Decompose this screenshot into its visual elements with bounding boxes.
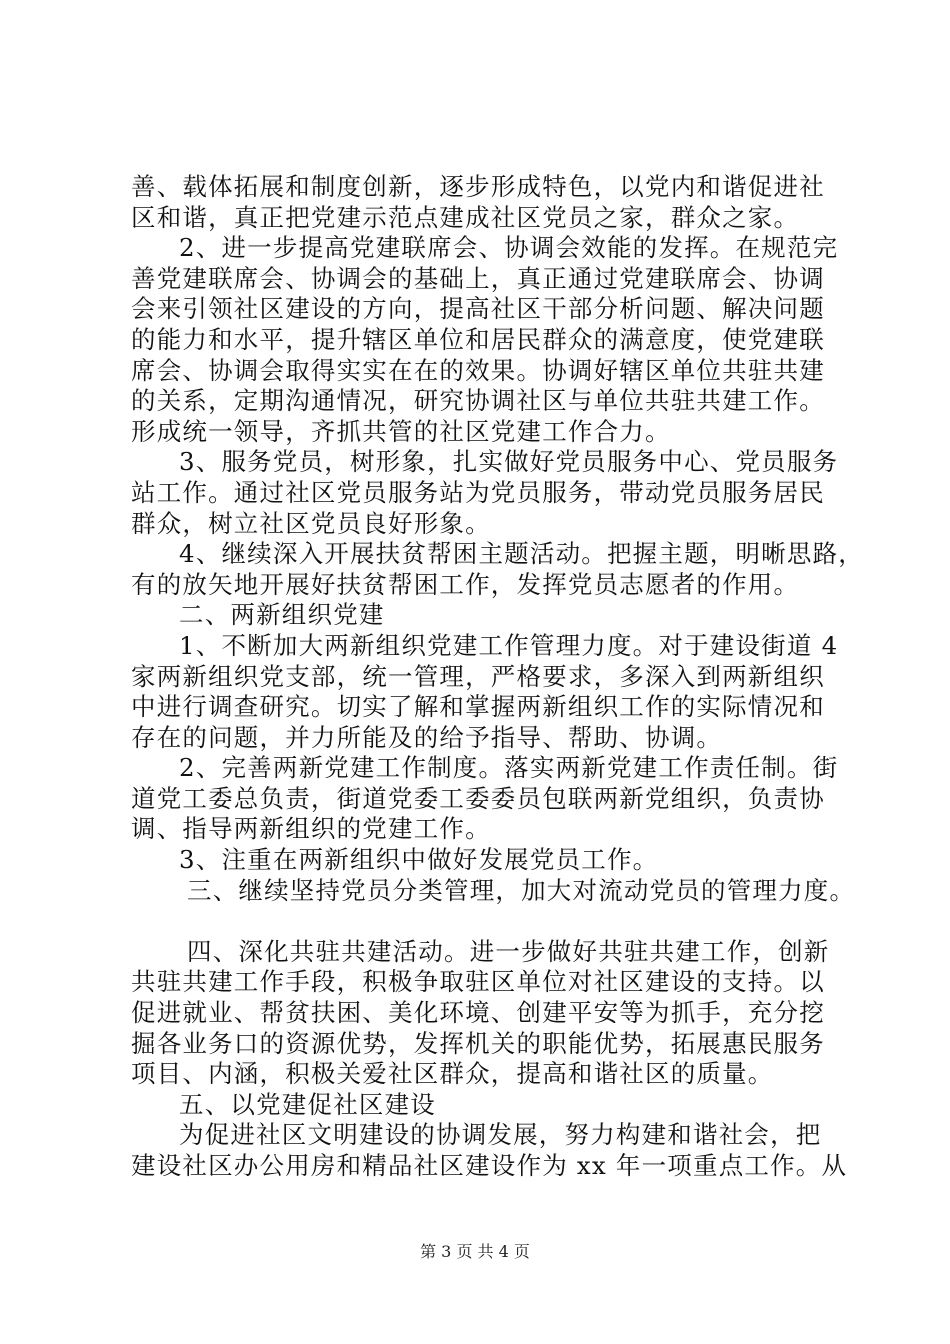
section-heading: 二、两新组织党建 [179,600,385,630]
body-text [131,172,864,1182]
blank-line [131,906,851,937]
paragraph-start: 2、进一步提高党建联席会、协调会效能的发挥。在规范完 [179,233,839,263]
text-line: 建设社区办公用房和精品社区建设作为 xx 年一项重点工作。从 [131,1151,848,1180]
text-line: 区和谐，真正把党建示范点建成社区党员之家，群众之家。 [131,202,800,232]
text-line: 形成统一领导，齐抓共管的社区党建工作合力。 [131,416,671,446]
paragraph-start: 2、完善两新党建工作制度。落实两新党建工作责任制。街 [179,753,839,783]
text-line: 存在的问题，并力所能及的给予指导、帮助、协调。 [131,722,723,752]
text-line: 共驻共建工作手段，积极争取驻区单位对社区建设的支持。以 [131,967,825,997]
paragraph-start: 1、不断加大两新组织党建工作管理力度。对于建设街道 4 [179,630,839,660]
text-line: 有的放矢地开展好扶贫帮困工作，发挥党员志愿者的作用。 [131,569,800,599]
text-line: 中进行调查研究。切实了解和掌握两新组织工作的实际情况和 [131,692,825,722]
section-heading: 四、深化共驻共建活动。进一步做好共驻共建工作，创新 [187,936,830,966]
paragraph-start: 4、继续深入开展扶贫帮困主题活动。把握主题，明晰思路， [179,539,864,569]
paragraph-start: 3、服务党员，树形象，扎实做好党员服务中心、党员服务 [179,447,839,477]
paragraph-start: 为促进社区文明建设的协调发展，努力构建和谐社会，把 [179,1120,822,1150]
text-line: 促进就业、帮贫扶困、美化环境、创建平安等为抓手，充分挖 [131,998,825,1028]
text-line: 掘各业务口的资源优势，发挥机关的职能优势，拓展惠民服务 [131,1028,825,1058]
page-footer: 第 3 页 共 4 页 [420,1242,530,1261]
text-line: 家两新组织党支部，统一管理，严格要求，多深入到两新组织 [131,661,825,691]
text-line: 的能力和水平，提升辖区单位和居民群众的满意度，使党建联 [131,324,825,354]
text-line: 会来引领社区建设的方向，提高社区干部分析问题、解决问题 [131,294,825,324]
text-line: 善党建联席会、协调会的基础上，真正通过党建联席会、协调 [131,263,825,293]
paragraph-start: 3、注重在两新组织中做好发展党员工作。 [179,845,659,875]
section-heading: 三、继续坚持党员分类管理，加大对流动党员的管理力度。 [187,875,856,905]
section-heading: 五、以党建促社区建设 [179,1089,436,1119]
text-line: 的关系，定期沟通情况，研究协调社区与单位共驻共建工作。 [131,386,825,416]
text-line: 道党工委总负责，街道党委工委委员包联两新党组织，负责协 [131,783,825,813]
text-line: 站工作。通过社区党员服务站为党员服务，带动党员服务居民 [131,477,825,507]
text-line: 调、指导两新组织的党建工作。 [131,814,491,844]
text-line: 席会、协调会取得实实在在的效果。协调好辖区单位共驻共建 [131,355,825,385]
text-line: 群众，树立社区党员良好形象。 [131,508,491,538]
text-line: 项目、内涵，积极关爱社区群众，提高和谐社区的质量。 [131,1059,774,1089]
text-line: 善、载体拓展和制度创新，逐步形成特色，以党内和谐促进社 [131,172,825,201]
